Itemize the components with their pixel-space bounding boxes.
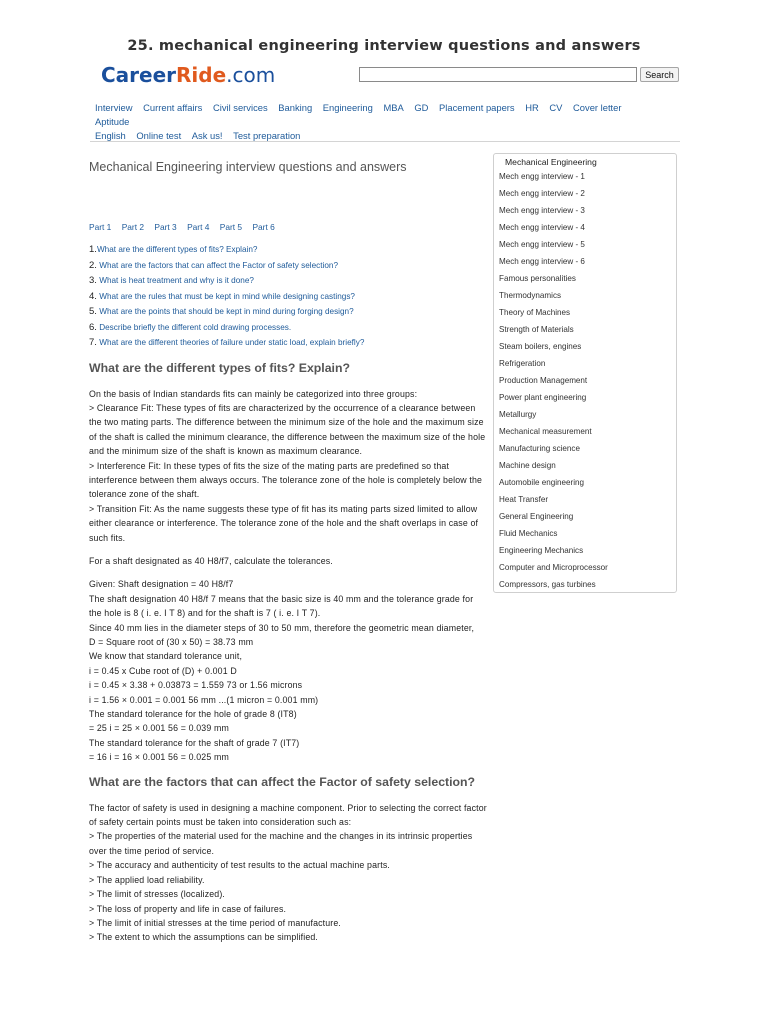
question-text: What are the different theories of failure under static load, explain briefly?	[99, 338, 365, 347]
section-heading-fits: What are the different types of fits? Explain?	[89, 360, 350, 375]
paragraph: > Interference Fit: In these types of fits the size of the mating parts are predefined so that interference between them always occurs. The tolerance zone of the hole is completely below the tolerance zone of the shaft.	[89, 460, 483, 500]
list-item: > The properties of the material used for the machine and the changes in its intrinsic properties over the time period of service.	[89, 831, 473, 856]
sidebar-item[interactable]: Mech engg interview - 4	[499, 223, 585, 232]
nav-link[interactable]: HR	[525, 102, 539, 113]
question-link[interactable]	[89, 258, 489, 274]
paragraph: Since 40 mm lies in the diameter steps of 30 to 50 mm, therefore the geometric mean diameter,	[89, 622, 475, 633]
question-text: What are the different types of fits? Explain?	[96, 245, 258, 254]
question-number: 6.	[89, 321, 97, 333]
nav-link[interactable]: Civil services	[212, 102, 268, 113]
question-link[interactable]	[89, 273, 489, 289]
sidebar-item[interactable]: Heat Transfer	[499, 495, 549, 504]
paragraph: > Transition Fit: As the name suggests these type of fit has its mating parts sized limited to allow either clearance or interference. The tolerance zone of the hole and the shaft overlaps in case of such fits.	[89, 503, 479, 543]
part-link[interactable]: Part 1	[89, 222, 112, 232]
nav-link[interactable]: Aptitude	[95, 116, 130, 127]
nav-link[interactable]: Engineering	[322, 102, 373, 113]
paragraph: = 25 i = 25 × 0.001 56 = 0.039 mm	[89, 723, 229, 734]
sidebar-item[interactable]: Mech engg interview - 6	[499, 257, 585, 266]
sidebar-item[interactable]: Mech engg interview - 2	[499, 189, 585, 198]
question-number: 1.	[89, 244, 97, 255]
sidebar-item[interactable]: Thermodynamics	[499, 291, 562, 300]
sidebar-item[interactable]: Mechanical measurement	[499, 427, 592, 436]
sidebar-item[interactable]: Mech engg interview - 1	[499, 172, 585, 181]
paragraph: = 16 i = 16 × 0.001 56 = 0.025 mm	[89, 752, 229, 763]
question-number: 3.	[89, 275, 97, 286]
question-text: What are the rules that must be kept in mind while designing castings?	[99, 291, 355, 301]
paragraph: the hole is 8 ( i. e. I T 8) and for the shaft is 7 ( i. e. I T 7).	[89, 608, 321, 619]
paragraph: i = 0.45 x Cube root of (D) + 0.001 D	[89, 665, 237, 676]
question-link[interactable]	[89, 320, 489, 336]
paragraph: i = 0.45 × 3.38 + 0.03873 = 1.559 73 or 1.56 microns	[89, 680, 303, 691]
question-link[interactable]	[89, 242, 489, 258]
nav-link[interactable]: Ask us!	[191, 130, 223, 141]
list-item: > The accuracy and authenticity of test results to the actual machine parts.	[89, 860, 390, 871]
nav-link[interactable]: Placement papers	[439, 102, 515, 113]
question-text: What is heat treatment and why is it done?	[99, 276, 254, 285]
paragraph: The standard tolerance for the shaft of grade 7 (IT7)	[89, 737, 300, 748]
list-item: > The applied load reliability.	[89, 874, 205, 885]
question-number: 4.	[89, 290, 97, 302]
question-list	[89, 242, 489, 351]
sidebar-item[interactable]: Strength of Materials	[499, 325, 574, 334]
paragraph: The shaft designation 40 H8/f 7 means that the basic size is 40 mm and the tolerance grade for	[89, 593, 474, 604]
sidebar-item[interactable]: Computer and Microprocessor	[499, 563, 608, 572]
nav-link[interactable]: GD	[414, 102, 429, 113]
sidebar-item[interactable]: Metallurgy	[499, 410, 537, 419]
part-link[interactable]: Part 6	[252, 222, 275, 232]
top-navigation	[95, 101, 665, 143]
paragraph: Given: Shaft designation = 40 H8/f7	[89, 579, 234, 590]
sidebar-item[interactable]: Refrigeration	[499, 359, 546, 368]
sidebar-item[interactable]: Machine design	[499, 461, 556, 470]
paragraph: On the basis of Indian standards fits can mainly be categorized into three groups:	[89, 388, 418, 399]
parts-nav	[89, 222, 489, 232]
search-button[interactable]: Search	[640, 67, 679, 82]
sidebar-item[interactable]: Automobile engineering	[499, 478, 585, 487]
sidebar-title: Mechanical Engineering	[505, 157, 597, 167]
sidebar-item[interactable]: Steam boilers, engines	[499, 342, 582, 351]
nav-link[interactable]: Cover letter	[573, 102, 622, 113]
sidebar-item[interactable]: Production Management	[499, 376, 588, 385]
nav-row-1	[95, 101, 665, 129]
list-item: > The limit of stresses (localized).	[89, 889, 226, 900]
logo-text-ride: Ride	[176, 63, 227, 87]
sidebar-item[interactable]: Theory of Machines	[499, 308, 571, 317]
sidebar-item[interactable]: Compressors, gas turbines	[499, 580, 596, 589]
paragraph: For a shaft designated as 40 H8/f7, calculate the tolerances.	[89, 555, 333, 566]
sidebar-item[interactable]: Manufacturing science	[499, 444, 580, 453]
question-number: 5.	[89, 306, 97, 317]
question-link[interactable]	[89, 289, 489, 305]
paragraph: D = Square root of (30 x 50) = 38.73 mm	[89, 637, 254, 647]
list-item: > The extent to which the assumptions can be simplified.	[89, 932, 319, 943]
header-divider	[90, 141, 680, 142]
paragraph: The factor of safety is used in designing a machine component. Prior to selecting the correct factor of safety certain points must be taken into consideration such as:	[89, 802, 487, 828]
question-text: What are the factors that can affect the Factor of safety selection?	[99, 260, 338, 270]
main-content	[89, 160, 489, 945]
part-link[interactable]: Part 4	[187, 222, 210, 232]
logo-text-career: Career	[101, 63, 177, 87]
nav-link[interactable]: English	[95, 130, 126, 141]
nav-link[interactable]: CV	[549, 102, 563, 113]
question-link[interactable]	[89, 304, 489, 320]
sidebar-item[interactable]: Mech engg interview - 5	[499, 240, 585, 249]
question-link[interactable]	[89, 335, 489, 351]
sidebar	[493, 153, 677, 593]
document-title: 25. mechanical engineering interview questions and answers	[127, 38, 641, 54]
section-heading-factor-of-safety: What are the factors that can affect the Factor of safety selection?	[89, 774, 476, 789]
sidebar-item[interactable]: Mech engg interview - 3	[499, 206, 585, 215]
part-link[interactable]: Part 5	[219, 222, 243, 232]
nav-link[interactable]: MBA	[383, 102, 404, 113]
sidebar-item[interactable]: General Engineering	[499, 512, 574, 521]
paragraph: > Clearance Fit: These types of fits are characterized by the occurrence of a clearance between the two mating parts. The difference between the minimum size of the hole and the maximum size of the shaft is called the minimum clearance, the difference between the maximum size of the hole and the minimum size of the shaft is known as maximum clearance.	[89, 402, 486, 457]
sidebar-item[interactable]: Famous personalities	[499, 274, 576, 283]
search-input[interactable]	[359, 67, 637, 82]
paragraph: The standard tolerance for the hole of grade 8 (IT8)	[89, 709, 297, 720]
paragraph: We know that standard tolerance unit,	[89, 651, 243, 662]
nav-link[interactable]: Current affairs	[143, 102, 203, 113]
list-item: > The loss of property and life in case of failures.	[89, 903, 287, 914]
nav-link[interactable]: Online test	[136, 130, 182, 141]
page-heading: Mechanical Engineering interview questions and answers	[89, 160, 407, 174]
nav-link[interactable]: Test preparation	[233, 130, 301, 141]
sidebar-item[interactable]: Power plant engineering	[499, 393, 587, 402]
sidebar-item[interactable]: Engineering Mechanics	[499, 546, 584, 555]
question-text: What are the points that should be kept in mind during forging design?	[99, 307, 354, 316]
nav-link[interactable]: Banking	[278, 102, 313, 113]
question-number: 7.	[89, 337, 97, 348]
question-text: Describe briefly the different cold drawing processes.	[99, 322, 292, 332]
sidebar-item[interactable]: Fluid Mechanics	[499, 529, 558, 538]
list-item: > The limit of initial stresses at the time period of manufacture.	[89, 917, 342, 928]
paragraph: i = 1.56 × 0.001 = 0.001 56 mm ...(1 micron = 0.001 mm)	[89, 694, 319, 705]
nav-link[interactable]: Interview	[95, 102, 133, 113]
logo-text-dotcom: .com	[226, 63, 276, 87]
part-link[interactable]: Part 3	[154, 222, 177, 232]
careerride-logo[interactable]	[101, 63, 275, 87]
question-number: 2.	[89, 259, 97, 271]
part-link[interactable]: Part 2	[121, 222, 145, 232]
